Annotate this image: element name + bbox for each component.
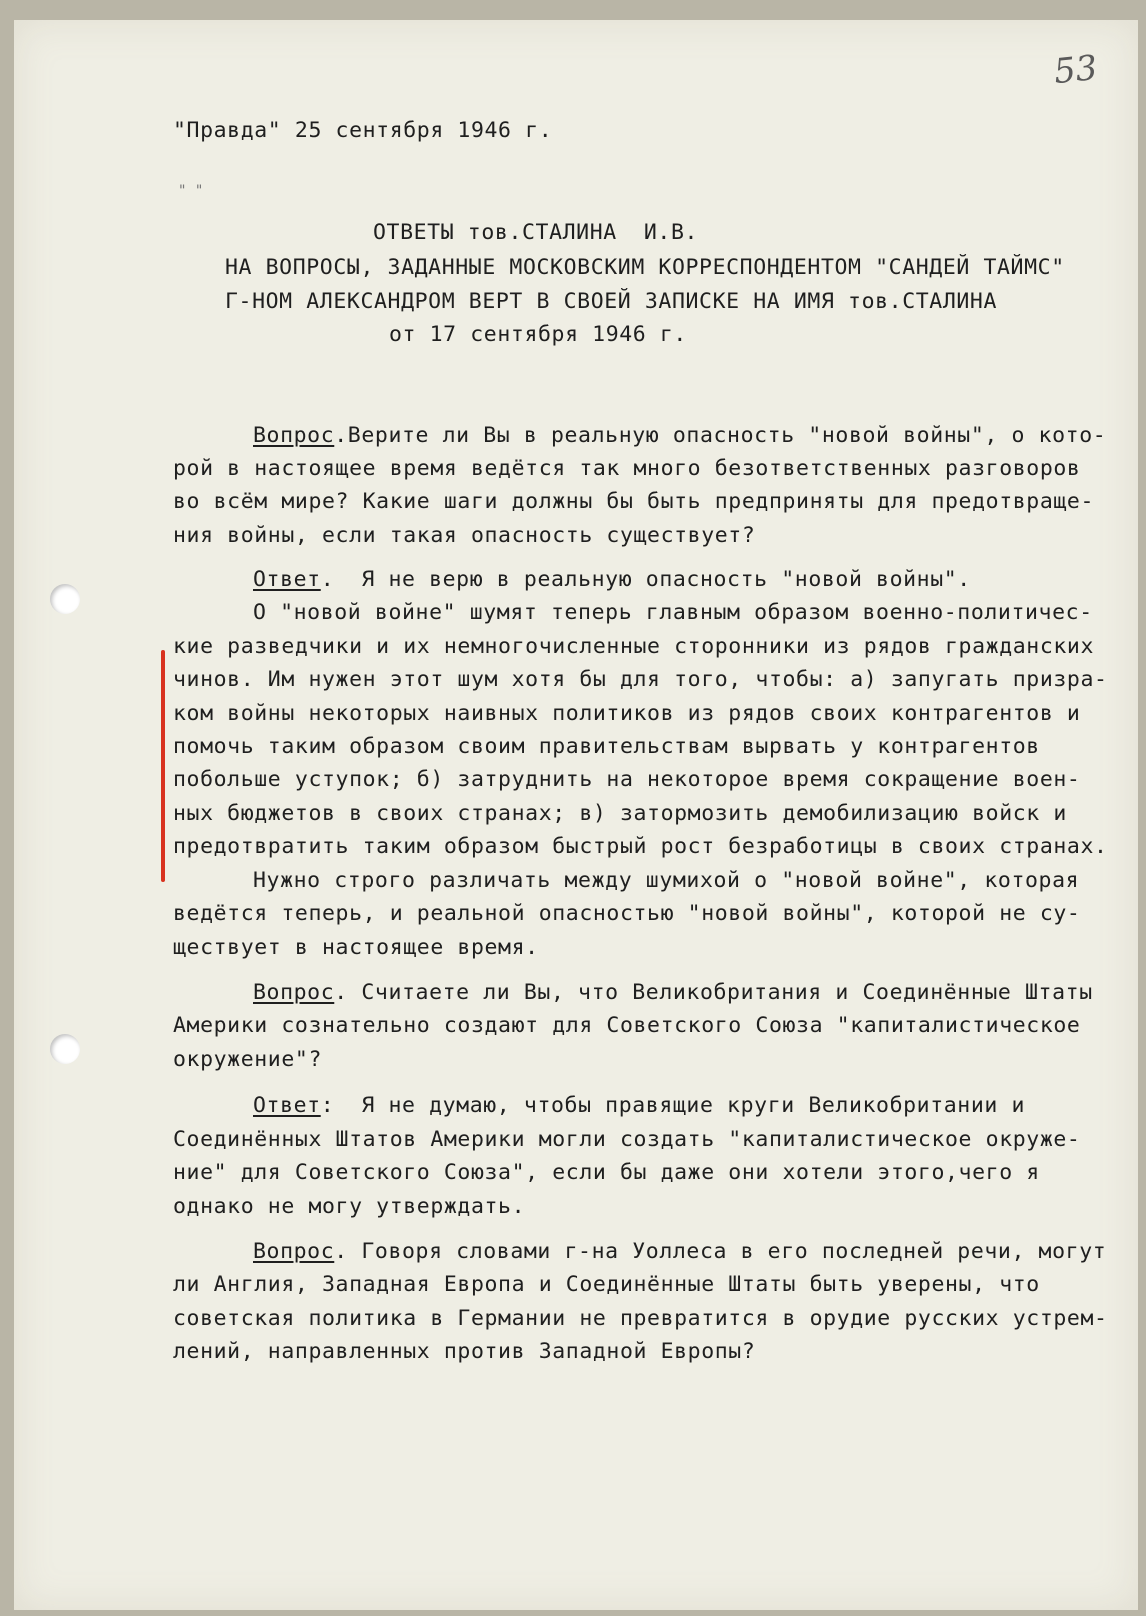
answer-2-line: ние" для Советского Союза", если бы даже они хотели этого,чего я — [173, 1160, 1040, 1185]
question-2-text: . Считаете ли Вы, что Великобритания и Соединённые Штаты — [334, 980, 1093, 1005]
question-3-line: советская политика в Германии не превратится в орудие русских устрем- — [173, 1306, 1108, 1331]
question-2-first-line — [253, 980, 1093, 1005]
question-1-first-line — [253, 423, 1106, 448]
answer-label: Ответ — [253, 1093, 321, 1118]
answer-2-line: Соединённых Штатов Америки могли создать "капиталистическое окруже- — [173, 1127, 1081, 1152]
answer-1-line: ведётся теперь, и реальной опасностью "новой войны", которой не су- — [173, 901, 1081, 926]
title-line-3: Г-НОМ АЛЕКСАНДРОМ ВЕРТ В СВОЕЙ ЗАПИСКЕ НА ИМЯ тов.СТАЛИНА — [225, 289, 998, 314]
answer-1-line: побольше уступок; б) затруднить на некоторое время сокращение воен- — [173, 767, 1081, 792]
answer-2-line: однако не могу утверждать. — [173, 1194, 526, 1219]
answer-1-line: ных бюджетов в своих странах; в) затормозить демобилизацию войск и — [173, 801, 1067, 826]
title-line-2: НА ВОПРОСЫ, ЗАДАННЫЕ МОСКОВСКИМ КОРРЕСПОНДЕНТОМ "САНДЕЙ ТАЙМС" — [225, 255, 1065, 280]
question-1-line: ния войны, если такая опасность существует? — [173, 523, 756, 548]
question-3-first-line — [253, 1239, 1106, 1264]
title-line-1: ОТВЕТЫ тов.СТАЛИНА И.В. — [373, 220, 699, 245]
question-2-line: окружение"? — [173, 1047, 322, 1072]
answer-2-text: : Я не думаю, чтобы правящие круги Великобритании и — [320, 1093, 1026, 1118]
title-line-4: от 17 сентября 1946 г. — [389, 322, 687, 347]
answer-2-first-line — [253, 1093, 1025, 1118]
red-margin-mark — [161, 650, 165, 882]
answer-1-line: ществует в настоящее время. — [173, 935, 539, 960]
answer-1-line: кие разведчики и их немногочисленные сторонники из рядов гражданских — [173, 634, 1094, 659]
newspaper-date-header: "Правда" 25 сентября 1946 г. — [173, 118, 553, 143]
question-label: Вопрос — [253, 980, 335, 1005]
answer-1-line: Нужно строго различать между шумихой о "новой войне", которая — [253, 868, 1080, 893]
question-3-line: лений, направленных против Западной Европы? — [173, 1339, 756, 1364]
ink-specks: " " — [178, 183, 204, 199]
answer-1-line: помочь таким образом своим правительствам вырвать у контрагентов — [173, 734, 1040, 759]
question-1-line: во всём мире? Какие шаги должны бы быть предприняты для предотвраще- — [173, 489, 1094, 514]
answer-label: Ответ — [253, 567, 321, 592]
answer-1-line: чинов. Им нужен этот шум хотя бы для того, чтобы: а) запугать призра- — [173, 667, 1108, 692]
question-1-line: рой в настоящее время ведётся так много безответственных разговоров — [173, 456, 1081, 481]
answer-1-line: предотвратить таким образом быстрый рост безработицы в своих странах. — [173, 834, 1108, 859]
answer-1-text: . Я не верю в реальную опасность "новой войны". — [320, 567, 971, 592]
answer-1-first-line — [253, 567, 971, 592]
question-2-line: Америки сознательно создают для Советского Союза "капиталистическое — [173, 1013, 1081, 1038]
question-label: Вопрос — [253, 1239, 335, 1264]
punch-hole-upper — [50, 584, 80, 614]
folio-number: 53 — [1052, 47, 1100, 93]
punch-hole-lower — [50, 1034, 80, 1064]
question-3-line: ли Англия, Западная Европа и Соединённые Штаты быть уверены, что — [173, 1272, 1040, 1297]
question-3-text: . Говоря словами г-на Уоллеса в его последней речи, могут — [334, 1239, 1107, 1264]
answer-1-line: ком войны некоторых наивных политиков из рядов своих контрагентов и — [173, 701, 1081, 726]
question-1-text: .Верите ли Вы в реальную опасность "новой войны", о кото- — [334, 423, 1107, 448]
question-label: Вопрос — [253, 423, 335, 448]
answer-1-line: О "новой войне" шумят теперь главным образом военно-политичес- — [253, 600, 1093, 625]
